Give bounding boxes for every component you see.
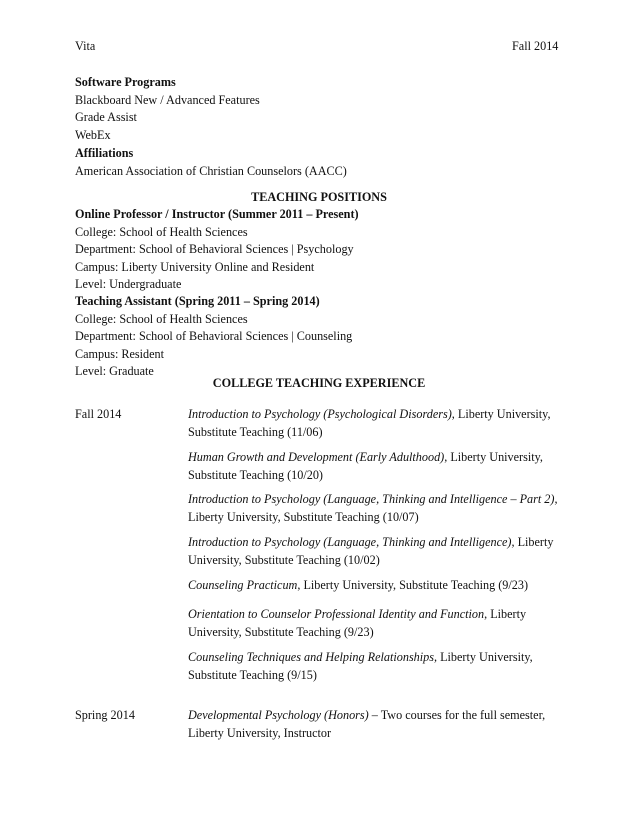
entry-description [188, 606, 568, 641]
entry-description [188, 649, 568, 684]
affiliations-section [75, 145, 347, 180]
position-line: College: School of Health Sciences [75, 224, 248, 239]
entry-description [188, 577, 568, 595]
course-details: , Liberty University, Substitute Teaching (9/23) [297, 578, 529, 592]
position-line: Department: School of Behavioral Sciences | Counseling [75, 329, 353, 343]
position-title: Online Professor / Instructor (Summer 2011 – Present) [75, 207, 359, 221]
course-details: – Two courses for the full semester, Liberty University, Instructor [188, 708, 546, 740]
position-line: Campus: Resident [75, 346, 165, 361]
course-title: Introduction to Psychology (Language, Thinking and Intelligence – Part 2), [188, 492, 558, 506]
course-title: Human Growth and Development (Early Adulthood) [188, 450, 445, 464]
position-title: Teaching Assistant (Spring 2011 – Spring 2014) [75, 294, 320, 308]
course-details: , Liberty University, Substitute Teaching (9/23) [188, 607, 527, 639]
section-heading: Software Programs [75, 75, 176, 89]
position-line: College: School of Health Sciences [75, 311, 248, 326]
position-block [75, 206, 359, 294]
teaching-positions-heading: TEACHING POSITIONS [251, 190, 387, 204]
course-title: Introduction to Psychology (Language, Thinking and Intelligence), [188, 535, 515, 549]
position-block [75, 293, 352, 381]
course-title: Counseling Techniques and Helping Relationships, [188, 650, 438, 664]
entry-description [188, 449, 568, 484]
header-right: Fall 2014 [512, 39, 559, 53]
entry-description [188, 707, 568, 742]
list-item: American Association of Christian Counselors (AACC) [75, 163, 347, 178]
experience-heading: COLLEGE TEACHING EXPERIENCE [212, 376, 426, 390]
software-section [75, 74, 260, 144]
position-line: Department: School of Behavioral Sciences | Psychology [75, 242, 354, 256]
course-details: , Liberty University, Substitute Teaching (10/20) [188, 450, 543, 482]
list-item: Blackboard New / Advanced Features [75, 92, 260, 107]
term-label: Fall 2014 [75, 407, 122, 421]
course-details: Liberty University, Substitute Teaching (10/07) [188, 509, 419, 524]
position-line: Level: Undergraduate [75, 277, 182, 291]
entry-description [188, 534, 568, 569]
course-details: Liberty University, Substitute Teaching (10/02) [188, 535, 554, 567]
course-details: Liberty University, Substitute Teaching (9/15) [188, 650, 533, 682]
course-title: Introduction to Psychology (Psychological Disorders) [188, 407, 452, 421]
section-heading: Affiliations [75, 146, 134, 160]
position-line: Campus: Liberty University Online and Resident [75, 259, 315, 274]
list-item: Grade Assist [75, 110, 137, 124]
course-title: Orientation to Counselor Professional Identity and Function [188, 607, 485, 621]
course-title: Developmental Psychology (Honors) [188, 708, 369, 722]
term-label: Spring 2014 [75, 708, 135, 722]
course-details: , Liberty University, Substitute Teaching (11/06) [188, 407, 551, 439]
position-line: Level: Graduate [75, 364, 154, 378]
entry-description [188, 491, 568, 526]
entry-description [188, 406, 568, 441]
list-item: WebEx [75, 127, 111, 142]
course-title: Counseling Practicum [188, 578, 298, 592]
header-left: Vita [75, 39, 96, 53]
